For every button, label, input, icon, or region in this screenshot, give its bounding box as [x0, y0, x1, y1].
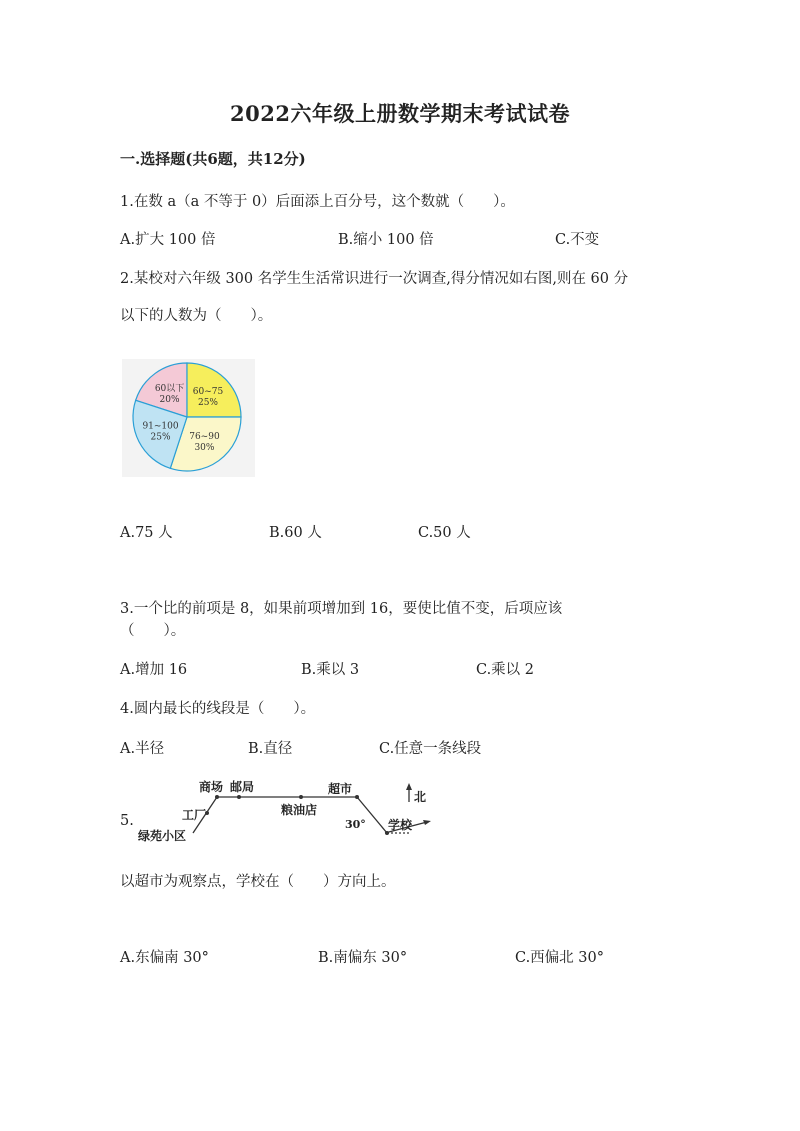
question-3-text-line2: （ ）。: [120, 623, 186, 639]
direction-map: [135, 775, 445, 847]
question-5-option-b: B.南偏东 30°: [318, 950, 408, 966]
question-2-option-c: C.50 人: [418, 525, 471, 541]
post-office-dot: [237, 795, 241, 799]
question-4-option-b: B.直径: [248, 741, 293, 757]
question-1-text: 1.在数 a（a 不等于 0）后面添上百分号，这个数就（ ）。: [120, 194, 515, 210]
pie-slice-label-3: 91~100: [142, 421, 179, 432]
question-2-option-b: B.60 人: [269, 525, 322, 541]
question-2-option-a: A.75 人: [120, 525, 173, 541]
map-label-school: 学校: [388, 818, 413, 832]
pie-slice-percent-0: 20%: [159, 394, 180, 405]
section-heading: 一.选择题(共6题，共12分): [120, 150, 306, 168]
question-5-text: 以超市为观察点，学校在（ ）方向上。: [120, 874, 396, 890]
map-label-mall: 商场: [199, 780, 224, 794]
page-title: 2022六年级上册数学期末考试试卷: [230, 101, 570, 126]
question-4-option-a: A.半径: [120, 741, 165, 757]
question-1-option-a: A.扩大 100 倍: [120, 232, 216, 248]
question-5-option-a: A.东偏南 30°: [120, 950, 209, 966]
pie-slice-percent-1: 25%: [197, 397, 219, 408]
question-3-option-b: B.乘以 3: [301, 662, 360, 678]
question-3-option-a: A.增加 16: [120, 662, 188, 678]
pie-slice-label-2: 76~90: [189, 432, 220, 443]
map-label-factory: 工厂: [182, 808, 207, 822]
map-label-supermarket: 超市: [328, 782, 353, 796]
pie-slice-label-0: 60以下: [154, 383, 185, 394]
question-2-text-line1: 2.某校对六年级 300 名学生生活常识进行一次调查,得分情况如右图,则在 60 分: [120, 271, 629, 287]
map-label-north: 北: [414, 790, 427, 804]
map-label-grain-store: 粮油店: [281, 803, 318, 817]
grain-store-dot: [299, 795, 303, 799]
question-4-text: 4.圆内最长的线段是（ ）。: [120, 701, 316, 717]
map-label-angle: 30°: [345, 818, 366, 831]
pie-slice-percent-2: 30%: [194, 443, 215, 454]
question-2-text-line2: 以下的人数为（ ）。: [120, 308, 273, 324]
map-label-post-office: 邮局: [230, 780, 255, 794]
pie-chart: [122, 359, 255, 477]
map-label-community: 绿苑小区: [138, 829, 187, 843]
north-arrow-icon: [406, 783, 412, 790]
mall-dot: [215, 795, 219, 799]
question-4-option-c: C.任意一条线段: [379, 741, 482, 757]
school-arrow-icon: [423, 820, 431, 825]
pie-chart-figure: [122, 359, 255, 477]
question-1-option-b: B.缩小 100 倍: [338, 232, 434, 248]
question-3-text-line1: 3.一个比的前项是 8，如果前项增加到 16，要使比值不变，后项应该: [120, 601, 563, 617]
supermarket-dot: [355, 795, 359, 799]
question-1-option-c: C.不变: [555, 232, 600, 248]
question-3-option-c: C.乘以 2: [476, 662, 535, 678]
pie-slice-label-1: 60~75: [192, 386, 224, 397]
pie-slice-percent-3: 25%: [150, 432, 171, 443]
question-5-number: 5.: [120, 813, 134, 829]
question-5-option-c: C.西偏北 30°: [515, 950, 604, 966]
